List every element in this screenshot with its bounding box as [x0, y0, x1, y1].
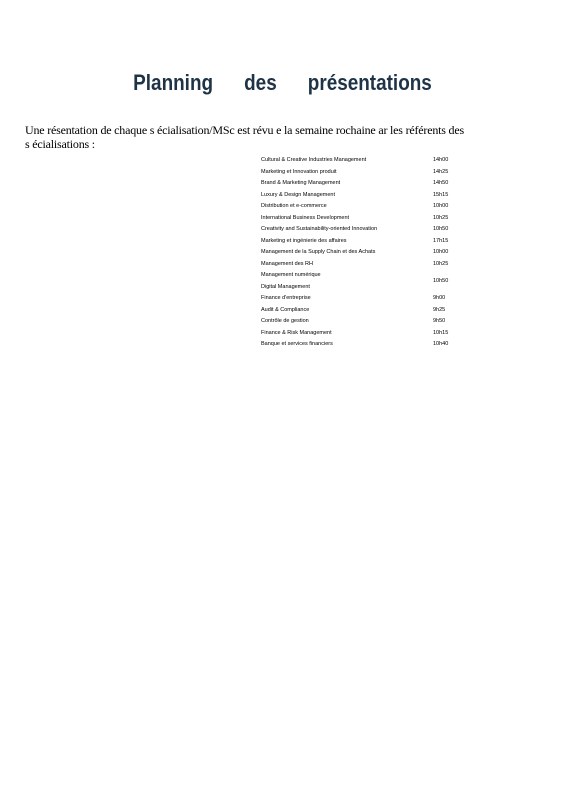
specialisation-name: Management numérique	[261, 272, 321, 278]
specialisation-name: Creativity and Sustainability-oriented Innovation	[261, 226, 378, 232]
schedule-table	[261, 155, 461, 351]
schedule-row	[261, 328, 461, 340]
specialisation-name: Marketing et Innovation produit	[261, 168, 337, 175]
specialisation-name: International Business Development	[261, 214, 350, 221]
presentation-time: 9h00	[433, 295, 446, 301]
schedule-row	[261, 190, 461, 202]
presentation-time: 10h00	[433, 249, 449, 255]
presentation-time: 10h15	[433, 329, 449, 336]
specialisation-name: Management des RH	[261, 260, 313, 267]
specialisation-name: Finance d'entreprise	[261, 295, 311, 301]
page-title: Planning des présentations	[133, 70, 432, 95]
schedule-row	[261, 339, 461, 351]
schedule-row	[261, 236, 461, 248]
presentation-time: 17h15	[433, 237, 449, 244]
presentation-time: 10h25	[433, 260, 449, 267]
schedule-row	[261, 305, 461, 317]
presentation-time: 10h50	[433, 278, 449, 284]
specialisation-name: Banque et services financiers	[261, 341, 333, 347]
schedule-row-group	[261, 270, 461, 293]
specialisation-name: Distribution et e-commerce	[261, 203, 327, 209]
intro-line: Une résentation de chaque s écialisation/MSc est révu e la semaine rochaine ar les référents des	[25, 123, 464, 137]
specialisation-name: Finance & Risk Management	[261, 329, 332, 336]
specialisation-name: Management de la Supply Chain et des Achats	[261, 249, 376, 255]
intro-line: s écialisations :	[25, 137, 95, 151]
presentation-time: 10h50	[433, 226, 449, 232]
presentation-time: 10h40	[433, 341, 449, 347]
schedule-row	[261, 293, 461, 305]
specialisation-name: Audit & Compliance	[261, 306, 310, 313]
presentation-time: 10h00	[433, 203, 449, 209]
intro-paragraph	[25, 123, 505, 151]
schedule-row	[261, 316, 461, 328]
presentation-time: 10h25	[433, 214, 449, 221]
schedule-row	[261, 259, 461, 271]
schedule-row	[261, 224, 461, 236]
presentation-time: 15h15	[433, 191, 449, 198]
schedule-row	[261, 178, 461, 190]
presentation-time: 14h25	[433, 168, 449, 175]
schedule-row	[261, 167, 461, 179]
presentation-time: 14h50	[433, 180, 449, 186]
schedule-row	[261, 155, 461, 167]
presentation-time: 9h50	[433, 318, 446, 324]
schedule-row	[261, 247, 461, 259]
specialisation-name: Brand & Marketing Management	[261, 180, 341, 186]
schedule-row	[261, 201, 461, 213]
schedule-row	[261, 213, 461, 225]
specialisation-name: Marketing et ingénierie des affaires	[261, 237, 347, 244]
specialisation-name: Digital Management	[261, 284, 310, 290]
presentation-time: 9h25	[433, 306, 446, 313]
specialisation-name: Cultural & Creative Industries Management	[261, 157, 367, 163]
presentation-time: 14h00	[433, 157, 449, 163]
specialisation-name: Luxury & Design Management	[261, 191, 335, 198]
specialisation-name: Contrôle de gestion	[261, 318, 309, 324]
